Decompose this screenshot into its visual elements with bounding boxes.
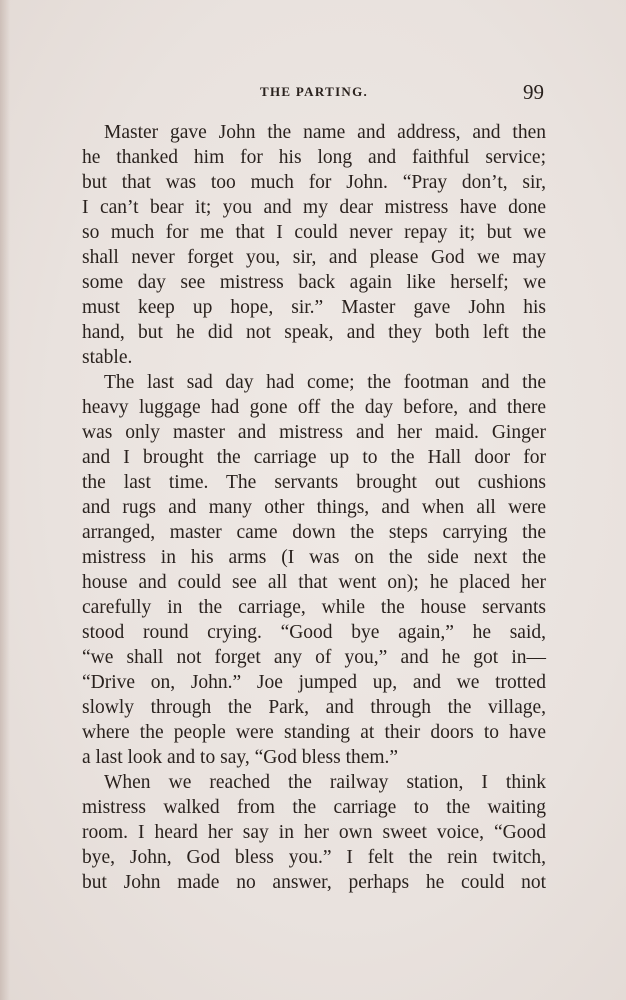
text-line: Master gave John the name and address, and then (104, 122, 546, 143)
page-spine-shadow (0, 0, 10, 1000)
text-line: was only master and mistress and her maid. Ginger (82, 422, 546, 443)
text-line: some day see mistress back again like herself; we (82, 272, 546, 293)
text-line: mistress walked from the carriage to the waiting (82, 797, 546, 818)
text-line: room. I heard her say in her own sweet voice, “Good (82, 822, 546, 843)
text-line: stable. (82, 347, 133, 368)
text-line: arranged, master came down the steps carrying the (82, 522, 546, 543)
page-number: 99 (523, 80, 544, 104)
text-line: the last time. The servants brought out cushions (82, 472, 546, 493)
text-line: hand, but he did not speak, and they both left the (82, 322, 546, 343)
text-line: When we reached the railway station, I think (104, 772, 546, 793)
text-line: where the people were standing at their doors to have (82, 722, 546, 743)
text-line: and rugs and many other things, and when all were (82, 497, 546, 518)
text-line: slowly through the Park, and through the village, (82, 697, 546, 718)
text-line: but that was too much for John. “Pray don’t, sir, (82, 172, 546, 193)
text-line: The last sad day had come; the footman and the (104, 372, 546, 393)
text-line: heavy luggage had gone off the day before, and there (82, 397, 546, 418)
text-line: must keep up hope, sir.” Master gave John his (82, 297, 546, 318)
text-line: carefully in the carriage, while the house servants (82, 597, 546, 618)
body-text (82, 120, 546, 895)
text-line: so much for me that I could never repay it; but we (82, 222, 546, 243)
text-line: house and could see all that went on); he placed her (82, 572, 546, 593)
text-line: a last look and to say, “God bless them.” (82, 747, 399, 768)
text-line: stood round crying. “Good bye again,” he said, (82, 622, 546, 643)
text-line: and I brought the carriage up to the Hall door for (82, 447, 546, 468)
running-head (82, 82, 546, 104)
text-line: “Drive on, John.” Joe jumped up, and we trotted (82, 672, 546, 693)
text-line: he thanked him for his long and faithful service; (82, 147, 546, 168)
text-line: I can’t bear it; you and my dear mistress have done (82, 197, 546, 218)
text-line: but John made no answer, perhaps he could not (82, 872, 546, 893)
text-line: “we shall not forget any of you,” and he got in— (82, 647, 546, 668)
text-line: shall never forget you, sir, and please God we may (82, 247, 546, 268)
running-title: THE PARTING. (260, 84, 369, 99)
text-line: bye, John, God bless you.” I felt the rein twitch, (82, 847, 546, 868)
text-line: mistress in his arms (I was on the side next the (82, 547, 546, 568)
